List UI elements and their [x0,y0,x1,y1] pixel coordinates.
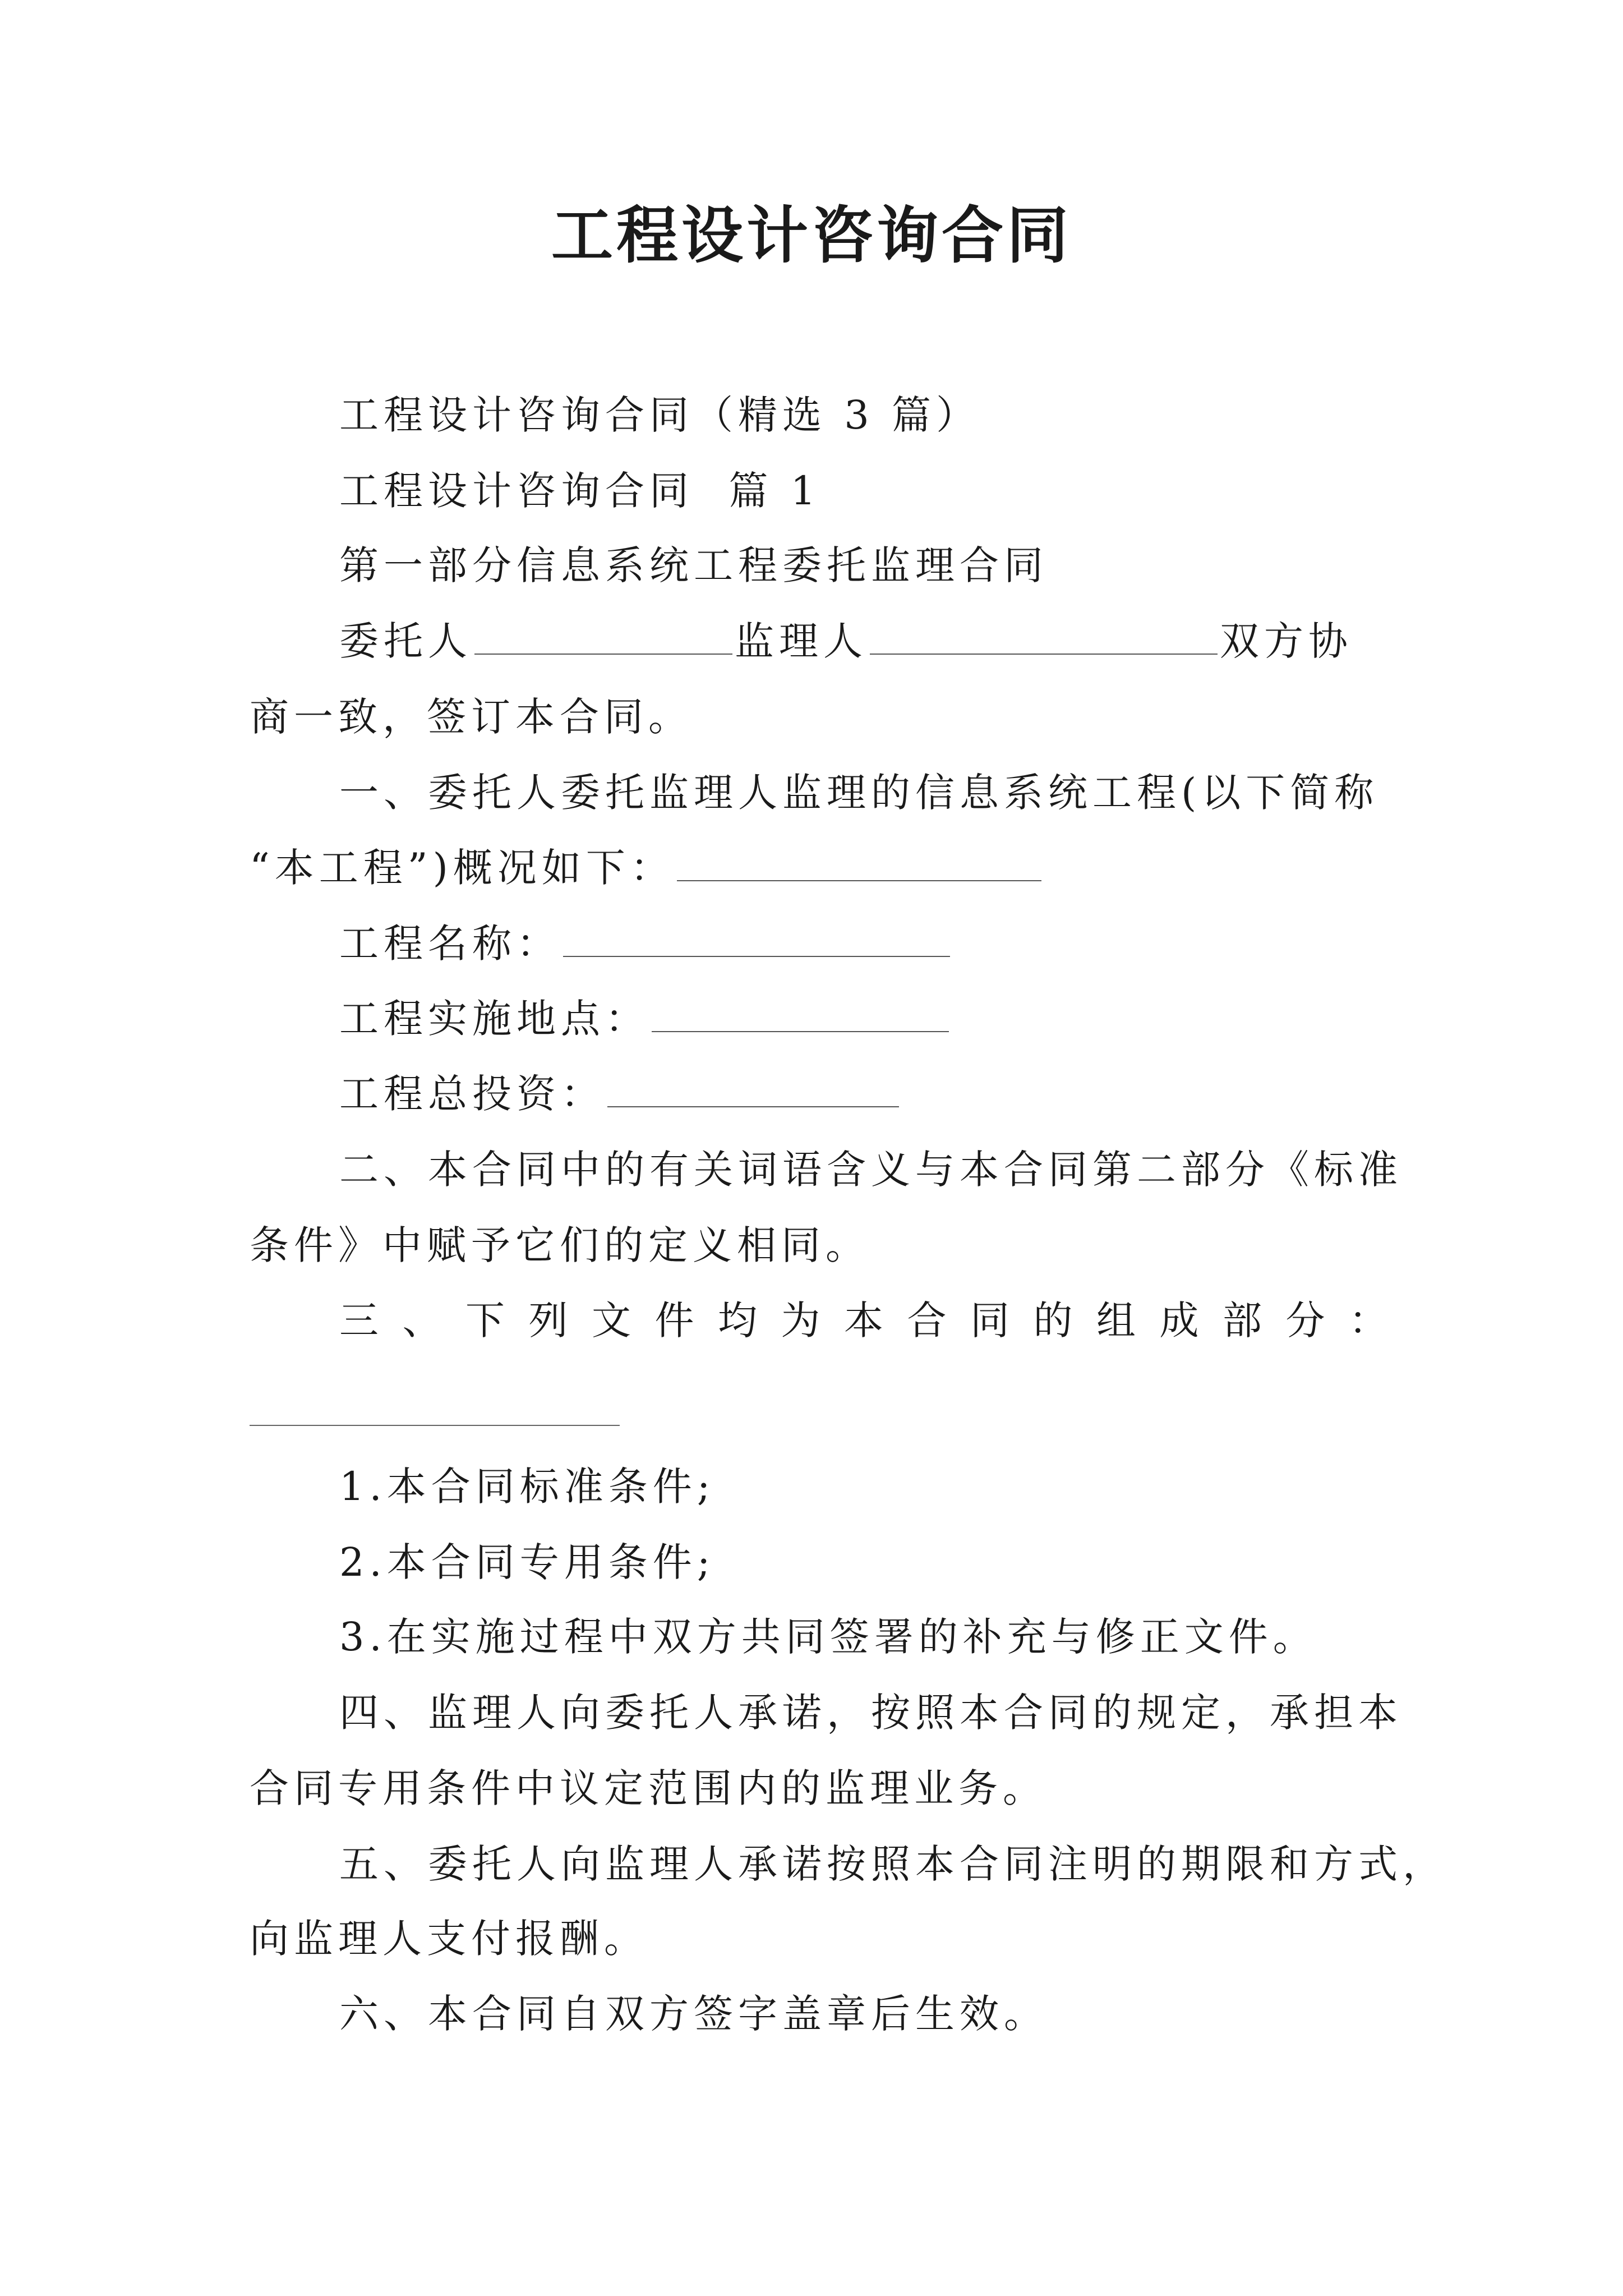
project-investment-blank [607,1069,899,1107]
parties-line2: 商一致，签订本合同。 [250,694,693,740]
clause-3-char: 同 [970,1297,1009,1343]
overview-blank [677,843,1041,881]
clause-3-char: 本 [844,1297,883,1343]
clause-1-line2-text: “本工程”)概况如下： [250,845,675,891]
clause-5-line2: 向监理人支付报酬。 [250,1916,648,1962]
document-title: 工程设计咨询合同 [551,199,1072,272]
clause-1-line2 [250,840,1044,896]
project-investment-field [339,1066,901,1122]
document-item-1: 1.本合同标准条件; [339,1464,716,1510]
clause-1-line1: 一、委托人委托监理人监理的信息系统工程(以下简称 [339,770,1379,816]
parties-line1-tail: 双方协 [1220,618,1353,664]
project-location-label: 工程实施地点： [339,996,649,1042]
project-name-field [339,915,952,972]
project-name-blank [563,919,950,957]
clause-3 [339,1292,1388,1349]
clause-3-char: 件 [654,1297,694,1343]
clause-2-line1: 二、本合同中的有关词语含义与本合同第二部分《标准 [339,1147,1403,1193]
clause-3-char: 列 [528,1297,568,1343]
clause-3-char: 部 [1223,1297,1262,1343]
clause-3-char: 均 [718,1297,757,1343]
clause-3-char: 下 [465,1297,505,1343]
principal-blank [474,616,732,655]
section-heading: 工程设计咨询合同 篇 1 [339,468,821,514]
parties-line [339,613,1353,669]
clause-3-char: 成 [1159,1297,1199,1343]
clause-4-line2: 合同专用条件中议定范围内的监理业务。 [250,1765,1047,1811]
clause-6: 六、本合同自双方签字盖章后生效。 [339,1991,1048,2037]
clause-3-char: 分 [1285,1297,1325,1343]
document-item-2: 2.本合同专用条件; [339,1539,716,1585]
clause-3-char: 合 [907,1297,947,1343]
project-location-blank [652,994,949,1032]
clause-3-char: 为 [781,1297,820,1343]
part-heading: 第一部分信息系统工程委托监理合同 [339,542,1048,588]
clause-3-char: 、 [402,1297,442,1343]
clause-3-char: ： [1349,1297,1388,1343]
supervisor-blank [870,616,1218,655]
clause-3-char: 的 [1033,1297,1073,1343]
document-item-3: 3.在实施过程中双方共同签署的补充与修正文件。 [339,1614,1317,1660]
principal-label: 委托人 [339,618,472,664]
project-name-label: 工程名称： [339,921,561,967]
subtitle: 工程设计咨询合同（精选 3 篇） [339,392,981,438]
supervisor-label: 监理人 [735,618,868,664]
project-investment-label: 工程总投资： [339,1071,605,1117]
clause-3-char: 三 [339,1297,379,1343]
clause-3-char: 文 [592,1297,631,1343]
clause-5-line1: 五、委托人向监理人承诺按照本合同注明的期限和方式， [339,1841,1447,1887]
clause-3-char: 组 [1096,1297,1136,1343]
clause-3-blank [250,1425,620,1426]
clause-4-line1: 四、监理人向委托人承诺，按照本合同的规定，承担本 [339,1690,1403,1736]
project-location-field [339,991,951,1047]
clause-2-line2: 条件》中赋予它们的定义相同。 [250,1222,870,1268]
